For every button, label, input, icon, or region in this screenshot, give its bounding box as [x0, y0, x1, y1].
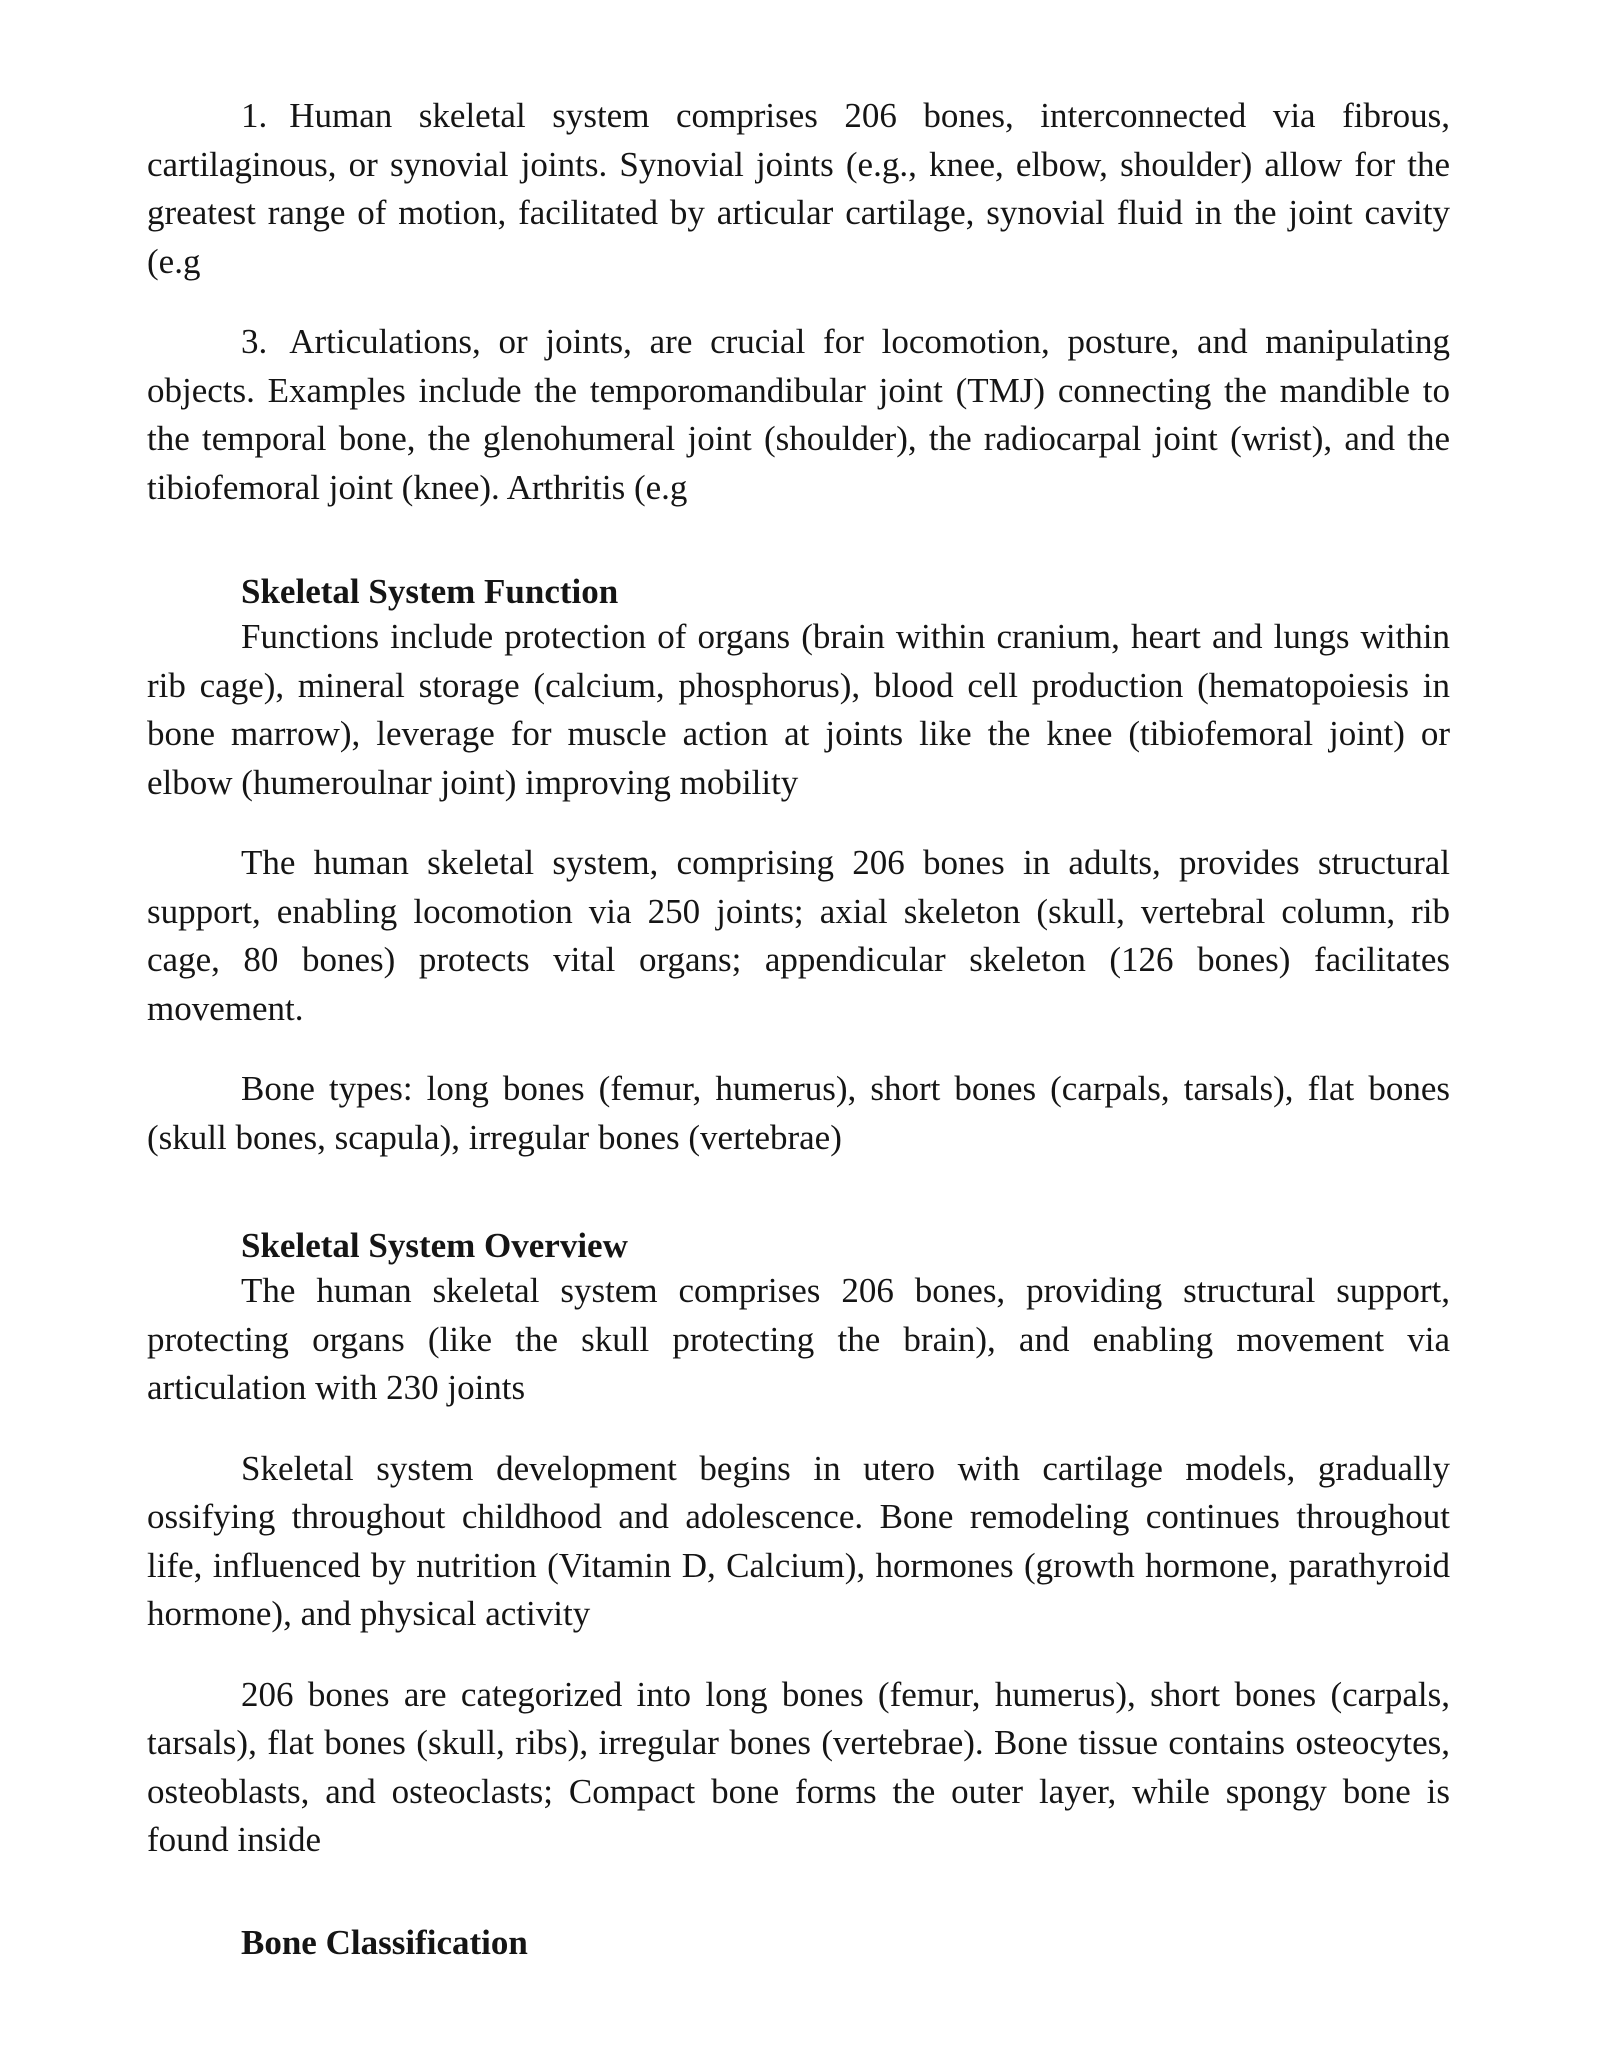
paragraph-development: Skeletal system development begins in utero with cartilage models, gradually ossifying throughout childhood and adolescence. Bone remodeling continues throughout life, influenced by nutrition (Vitamin D, Calcium), hormones (growth hormone, parathyroid hormone), and physical activity	[147, 1448, 1450, 1633]
paragraph-bone-categories: 206 bones are categorized into long bones (femur, humerus), short bones (carpals, tarsals), flat bones (skull, ribs), irregular bones (vertebrae). Bone tissue contains osteocytes, osteoblasts, and osteoclasts; Compact bone forms the outer layer, while spongy bone is found inside	[147, 1674, 1450, 1859]
list-item-number: 1.	[241, 96, 268, 135]
list-item-1	[147, 92, 1450, 286]
paragraph-skeletal-support: The human skeletal system, comprising 206 bones in adults, provides structural support, enabling locomotion via 250 joints; axial skeleton (skull, vertebral column, rib cage, 80 bones) protects vital organs; appendicular skeleton (126 bones) facilitates movement.	[147, 843, 1450, 1028]
list-item-number: 3.	[241, 322, 268, 361]
document-page	[147, 92, 1450, 1964]
paragraph-functions: Functions include protection of organs (brain within cranium, heart and lungs within rib cage), mineral storage (calcium, phosphorus), blood cell production (hematopoiesis in bone marrow), leverage for muscle action at joints like the knee (tibiofemoral joint) or elbow (humeroulnar joint) improving mobility	[147, 617, 1450, 802]
section-heading-classification: Bone Classification	[241, 1922, 528, 1962]
list-item-3	[147, 318, 1450, 512]
section-heading-function: Skeletal System Function	[241, 572, 619, 611]
list-item-text: Human skeletal system comprises 206 bones, interconnected via fibrous, cartilaginous, or synovial joints. Synovial joints (e.g., knee, elbow, shoulder) allow for the greatest range of motion, facilitated by articular cartilage, synovial fluid in the joint cavity (e.g	[147, 96, 1450, 281]
section-heading-overview: Skeletal System Overview	[241, 1226, 628, 1265]
list-item-text: Articulations, or joints, are crucial for locomotion, posture, and manipulating objects. Examples include the temporomandibular joint (TMJ) connecting the mandible to the temporal bone, the glenohumeral joint (shoulder), the radiocarpal joint (wrist), and the tibiofemoral joint (knee). Arthritis (e.g	[147, 322, 1450, 507]
paragraph-overview: The human skeletal system comprises 206 bones, providing structural support, protecting organs (like the skull protecting the brain), and enabling movement via articulation with 230 joints	[147, 1271, 1450, 1407]
paragraph-bone-types: Bone types: long bones (femur, humerus), short bones (carpals, tarsals), flat bones (skull bones, scapula), irregular bones (vertebrae)	[147, 1069, 1450, 1157]
